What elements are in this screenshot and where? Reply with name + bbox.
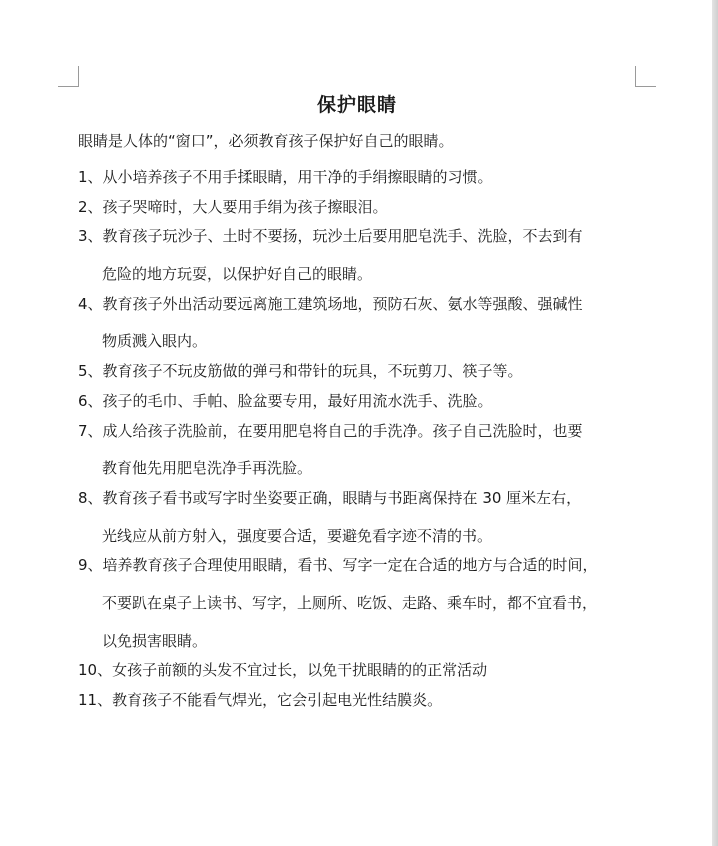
list-item bbox=[78, 420, 638, 480]
list-item-text: 11、教育孩子不能看气焊光，它会引起电光性结膜炎。 bbox=[78, 691, 443, 709]
list-item bbox=[78, 360, 638, 382]
list-item bbox=[78, 689, 638, 711]
list-item bbox=[78, 659, 638, 681]
tips-list bbox=[78, 166, 638, 719]
margin-corner-top-right bbox=[635, 66, 656, 87]
list-item-text: 8、教育孩子看书或写字时坐姿要正确，眼睛与书距离保持在 30 厘米左右， bbox=[78, 488, 582, 507]
list-item-continuation: 不要趴在桌子上读书、写字，上厕所、吃饭、走路、乘车时，都不宜看书， bbox=[102, 593, 598, 612]
list-item bbox=[78, 293, 638, 353]
list-item-text: 5、教育孩子不玩皮筋做的弹弓和带针的玩具，不玩剪刀、筷子等。 bbox=[78, 362, 523, 381]
list-item bbox=[78, 487, 638, 547]
list-item bbox=[78, 166, 638, 188]
list-item bbox=[78, 225, 638, 285]
list-item-text: 9、培养教育孩子合理使用眼睛，看书、写字一定在合适的地方与合适的时间， bbox=[78, 556, 598, 575]
document-title: 保护眼睛 bbox=[316, 94, 397, 116]
list-item-text: 6、孩子的毛巾、手帕、脸盆要专用，最好用流水洗手、洗脸。 bbox=[78, 391, 493, 410]
list-item-continuation: 危险的地方玩耍，以保护好自己的眼睛。 bbox=[102, 265, 373, 284]
list-item-text: 10、女孩子前额的头发不宜过长，以免干扰眼睛的的正常活动 bbox=[78, 661, 488, 680]
list-item-continuation: 光线应从前方射入，强度要合适，要避免看字迹不清的书。 bbox=[102, 526, 493, 545]
list-item-continuation: 物质溅入眼内。 bbox=[102, 332, 208, 351]
list-item-continuation: 以免损害眼睛。 bbox=[102, 631, 208, 650]
page-edge-shadow bbox=[712, 0, 718, 846]
list-item-text: 2、孩子哭啼时，大人要用手绢为孩子擦眼泪。 bbox=[78, 197, 388, 216]
margin-corner-top-left bbox=[58, 66, 79, 87]
list-item-text: 1、从小培养孩子不用手揉眼睛，用干净的手绢擦眼睛的习惯。 bbox=[78, 168, 493, 186]
intro-paragraph: 眼睛是人体的“窗口”，必须教育孩子保护好自己的眼睛。 bbox=[78, 132, 454, 150]
list-item bbox=[78, 196, 638, 218]
list-item bbox=[78, 554, 638, 651]
list-item-text: 7、成人给孩子洗脸前，在要用肥皂将自己的手洗净。孩子自己洗脸时，也要 bbox=[78, 421, 583, 440]
list-item-continuation: 教育他先用肥皂洗净手再洗脸。 bbox=[102, 459, 313, 478]
list-item bbox=[78, 390, 638, 412]
list-item-text: 3、教育孩子玩沙子、土时不要扬，玩沙土后要用肥皂洗手、洗脸，不去到有 bbox=[78, 227, 583, 246]
list-item-text: 4、教育孩子外出活动要远离施工建筑场地，预防石灰、氨水等强酸、强碱性 bbox=[78, 294, 583, 313]
